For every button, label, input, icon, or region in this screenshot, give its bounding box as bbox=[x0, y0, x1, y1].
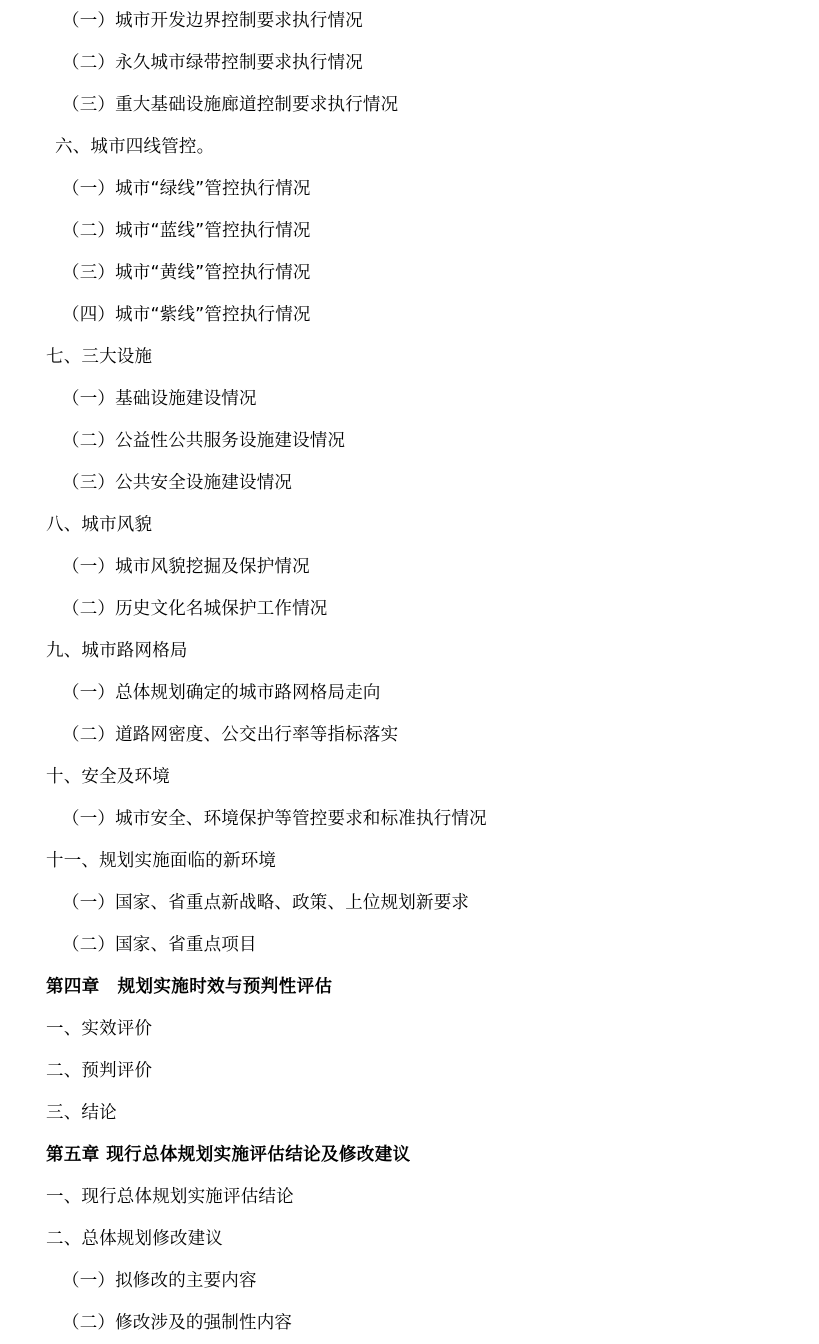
outline-item: 十一、规划实施面临的新环境 bbox=[46, 851, 277, 871]
chapter-heading: 第五章 现行总体规划实施评估结论及修改建议 bbox=[46, 1145, 411, 1165]
outline-item: 二、预判评价 bbox=[46, 1061, 153, 1081]
outline-item: （一）国家、省重点新战略、政策、上位规划新要求 bbox=[62, 893, 470, 913]
chapter-heading: 第四章 规划实施时效与预判性评估 bbox=[46, 977, 333, 997]
outline-item: 二、总体规划修改建议 bbox=[46, 1229, 223, 1249]
outline-item: （一）城市开发边界控制要求执行情况 bbox=[62, 11, 363, 31]
outline-item: （二）修改涉及的强制性内容 bbox=[62, 1313, 293, 1333]
outline-item: （三）重大基础设施廊道控制要求执行情况 bbox=[62, 95, 399, 115]
outline-item: 八、城市风貌 bbox=[46, 515, 153, 535]
outline-item: （二）道路网密度、公交出行率等指标落实 bbox=[62, 725, 399, 745]
outline-item: （一）总体规划确定的城市路网格局走向 bbox=[62, 683, 381, 703]
outline-item: （四）城市“紫线”管控执行情况 bbox=[62, 305, 311, 325]
outline-item: 一、现行总体规划实施评估结论 bbox=[46, 1187, 294, 1207]
outline-item: 三、结论 bbox=[46, 1103, 117, 1123]
outline-item: （二）国家、省重点项目 bbox=[62, 935, 257, 955]
outline-item: （三）城市“黄线”管控执行情况 bbox=[62, 263, 311, 283]
outline-item: 一、实效评价 bbox=[46, 1019, 153, 1039]
outline-item: 十、安全及环境 bbox=[46, 767, 170, 787]
outline-item: （二）历史文化名城保护工作情况 bbox=[62, 599, 328, 619]
outline-item: （一）基础设施建设情况 bbox=[62, 389, 257, 409]
outline-item: （三）公共安全设施建设情况 bbox=[62, 473, 293, 493]
outline-item: （二）永久城市绿带控制要求执行情况 bbox=[62, 53, 363, 73]
outline-item: （一）拟修改的主要内容 bbox=[62, 1271, 257, 1291]
outline-item: （二）公益性公共服务设施建设情况 bbox=[62, 431, 346, 451]
outline-item: （二）城市“蓝线”管控执行情况 bbox=[62, 221, 311, 241]
outline-item: （一）城市安全、环境保护等管控要求和标准执行情况 bbox=[62, 809, 487, 829]
outline-item: 九、城市路网格局 bbox=[46, 641, 188, 661]
outline-item: （一）城市风貌挖掘及保护情况 bbox=[62, 557, 310, 577]
outline-item: （一）城市“绿线”管控执行情况 bbox=[62, 179, 311, 199]
outline-item: 六、城市四线管控。 bbox=[55, 137, 215, 157]
outline-item: 七、三大设施 bbox=[46, 347, 153, 367]
